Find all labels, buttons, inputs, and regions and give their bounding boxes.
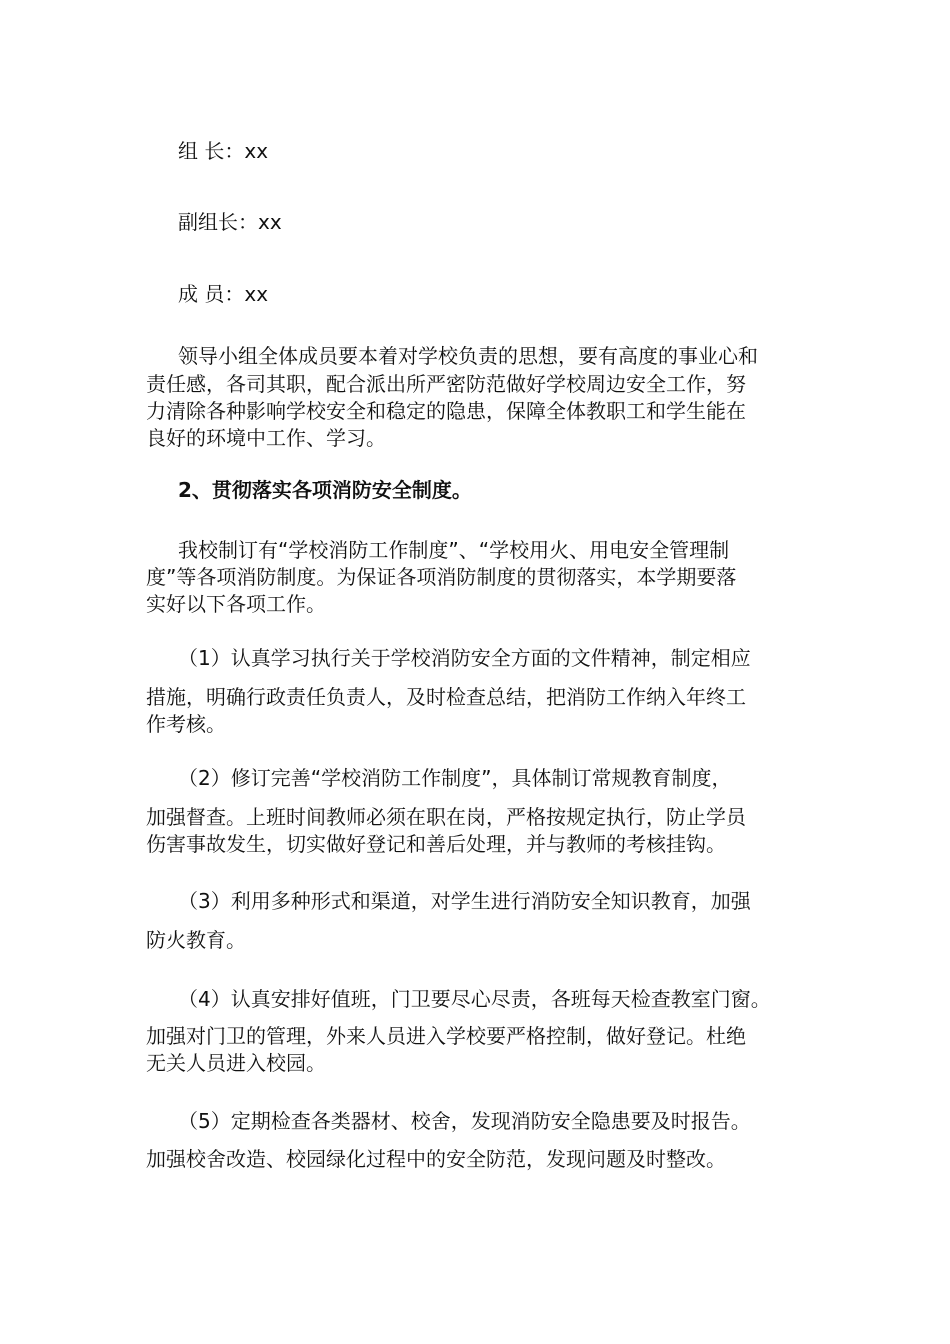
list-item-line: 防火教育。 xyxy=(146,928,246,952)
members-line: 成 员：xx xyxy=(178,282,269,306)
leader-line: 组 长：xx xyxy=(178,139,269,163)
list-item-line: 作考核。 xyxy=(146,712,226,736)
list-item-line: 加强校舍改造、校园绿化过程中的安全防范，发现问题及时整改。 xyxy=(146,1147,726,1171)
section-heading: 2、贯彻落实各项消防安全制度。 xyxy=(178,478,472,502)
paragraph-line: 度”等各项消防制度。为保证各项消防制度的贯彻落实，本学期要落 xyxy=(146,565,737,589)
paragraph-line: 力清除各种影响学校安全和稳定的隐患，保障全体教职工和学生能在 xyxy=(146,399,746,423)
list-item-line: （3）利用多种形式和渠道，对学生进行消防安全知识教育，加强 xyxy=(178,889,751,913)
deputy-leader-line: 副组长：xx xyxy=(178,210,282,234)
list-item-line: 无关人员进入校园。 xyxy=(146,1051,326,1075)
list-item-line: 加强对门卫的管理，外来人员进入学校要严格控制，做好登记。杜绝 xyxy=(146,1024,746,1048)
list-item-line: （2）修订完善“学校消防工作制度”，具体制订常规教育制度， xyxy=(178,766,732,790)
list-item-line: 加强督查。上班时间教师必须在职在岗，严格按规定执行，防止学员 xyxy=(146,805,746,829)
list-item-line: （1）认真学习执行关于学校消防安全方面的文件精神，制定相应 xyxy=(178,646,751,670)
paragraph-line: 良好的环境中工作、学习。 xyxy=(146,426,386,450)
list-item-line: 措施，明确行政责任负责人，及时检查总结，把消防工作纳入年终工 xyxy=(146,685,746,709)
paragraph-line: 我校制订有“学校消防工作制度”、“学校用火、用电安全管理制 xyxy=(178,538,730,562)
list-item-line: 伤害事故发生，切实做好登记和善后处理，并与教师的考核挂钩。 xyxy=(146,832,726,856)
paragraph-line: 领导小组全体成员要本着对学校负责的思想，要有高度的事业心和 xyxy=(178,344,758,368)
paragraph-line: 责任感，各司其职，配合派出所严密防范做好学校周边安全工作，努 xyxy=(146,372,746,396)
paragraph-line: 实好以下各项工作。 xyxy=(146,592,326,616)
list-item-line: （5）定期检查各类器材、校舍，发现消防安全隐患要及时报告。 xyxy=(178,1109,751,1133)
list-item-line: （4）认真安排好值班，门卫要尽心尽责，各班每天检查教室门窗。 xyxy=(178,987,771,1011)
